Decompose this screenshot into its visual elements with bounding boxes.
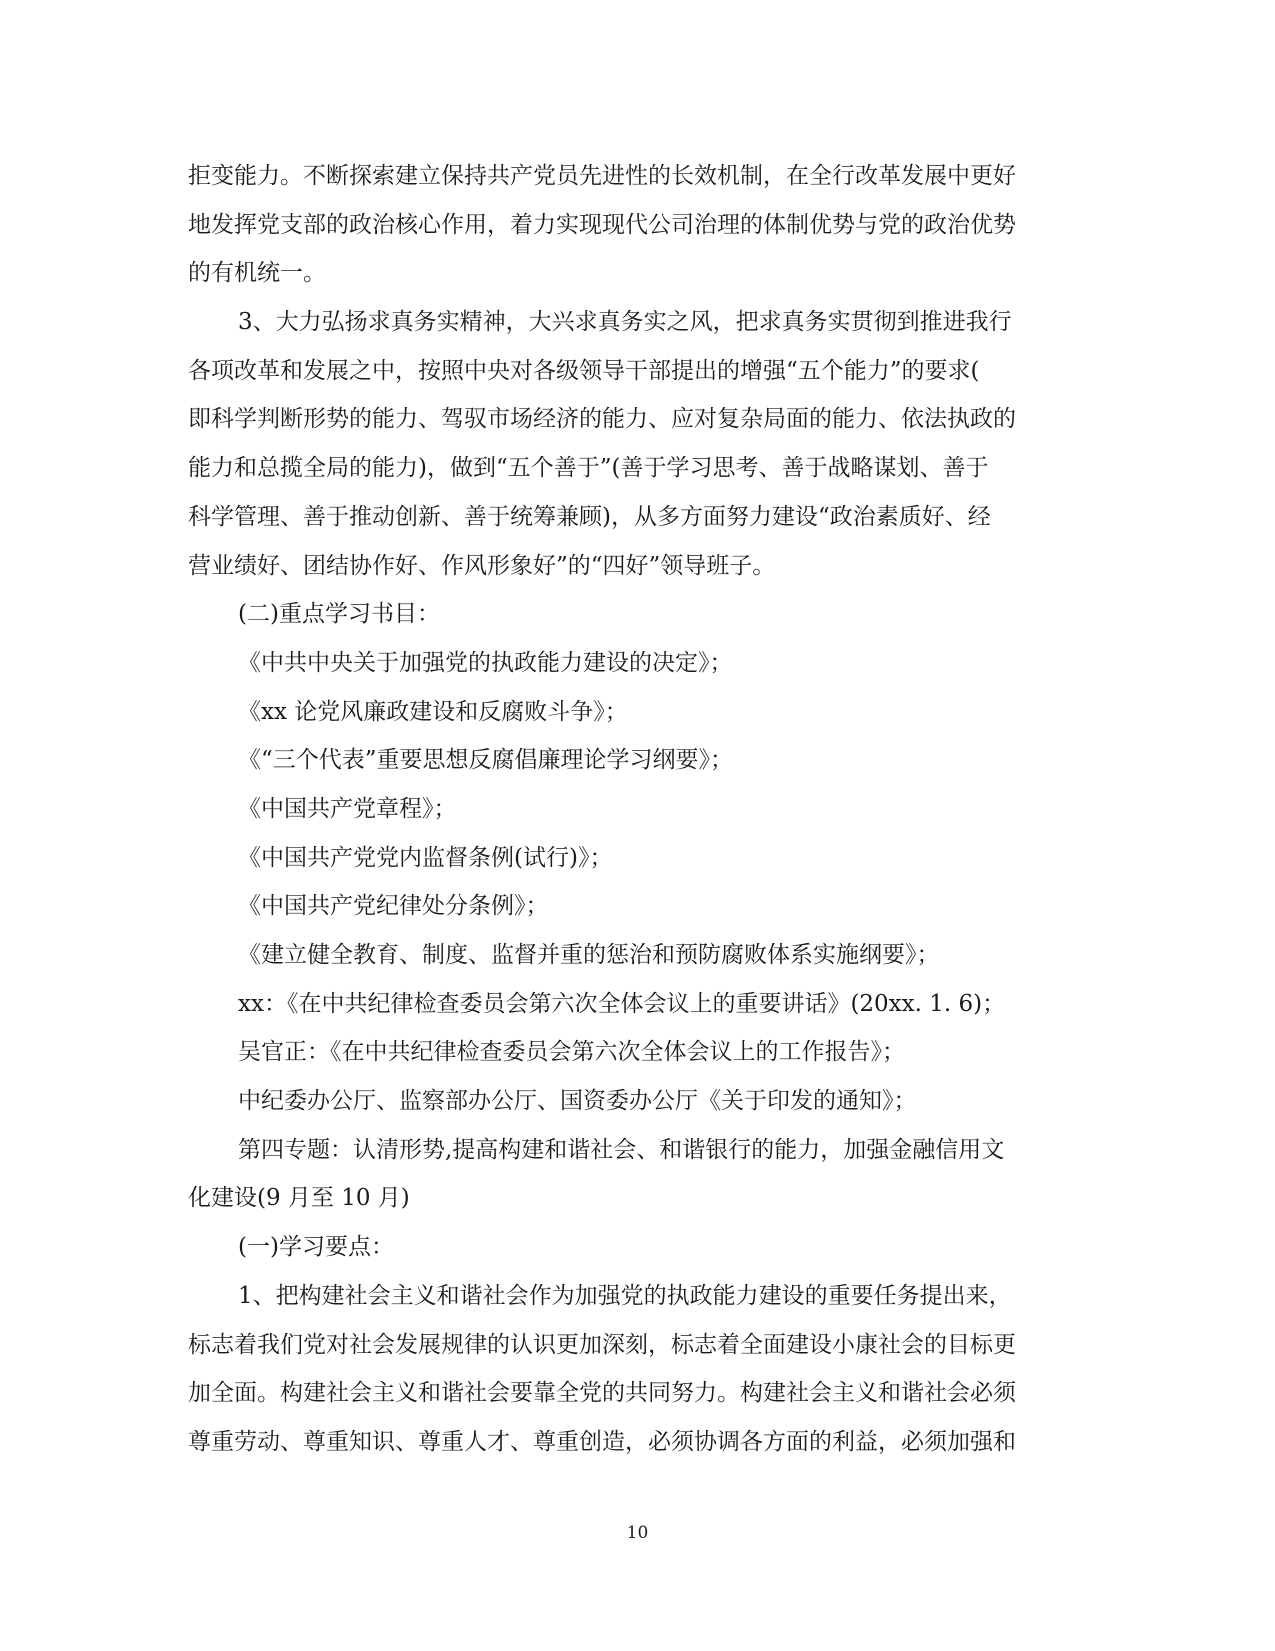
text-line: 《中共中央关于加强党的执政能力建设的决定》； (238, 649, 733, 676)
text-line: 各项改革和发展之中，按照中央对各级领导干部提出的增强“五个能力”的要求( (188, 357, 980, 384)
text-line: 的有机统一。 (188, 260, 326, 287)
text-line: xx：《在中共纪律检查委员会第六次全体会议上的重要讲话》(20xx. 1. 6)； (238, 990, 1006, 1017)
text-line: (一)学习要点： (238, 1234, 394, 1261)
text-line: 拒变能力。不断探索建立保持共产党员先进性的长效机制，在全行改革发展中更好 (188, 163, 1016, 189)
text-line: 《中国共产党党内监督条例(试行)》； (238, 844, 613, 871)
text-line: 营业绩好、团结协作好、作风形象好”的“四好”领导班子。 (188, 552, 776, 579)
text-line: 第四专题：认清形势,提高构建和谐社会、和谐银行的能力，加强金融信用文 (238, 1136, 1005, 1163)
text-line: 《中国共产党章程》； (238, 795, 457, 822)
text-line: 加全面。构建社会主义和谐社会要靠全党的共同努力。构建社会主义和谐社会必须 (188, 1380, 1016, 1407)
text-line: 能力和总揽全局的能力)，做到“五个善于”(善于学习思考、善于战略谋划、善于 (188, 455, 989, 482)
text-line: 《中国共产党纪律处分条例》； (238, 893, 549, 920)
text-line: 《“三个代表”重要思想反腐倡廉理论学习纲要》； (238, 747, 734, 774)
text-line: 地发挥党支部的政治核心作用，着力实现现代公司治理的体制优势与党的政治优势 (188, 211, 1016, 238)
text-line: 吴官正：《在中共纪律检查委员会第六次全体会议上的工作报告》； (238, 1039, 905, 1066)
text-line: (二)重点学习书目： (238, 601, 440, 628)
text-line: 标志着我们党对社会发展规律的认识更加深刻，标志着全面建设小康社会的目标更 (188, 1331, 1016, 1358)
text-line: 科学管理、善于推动创新、善于统筹兼顾)，从多方面努力建设“政治素质好、经 (188, 503, 991, 530)
text-line: 《xx 论党风廉政建设和反腐败斗争》； (238, 698, 628, 725)
text-line: 1、把构建社会主义和谐社会作为加强党的执政能力建设的重要任务提出来， (238, 1282, 1012, 1309)
page-number: 10 (626, 1523, 649, 1543)
text-line: 中纪委办公厅、监察部办公厅、国资委办公厅《关于印发的通知》； (238, 1088, 917, 1115)
document-body (188, 152, 1088, 1467)
text-line: 化建设(9 月至 10 月) (188, 1185, 410, 1212)
text-line: 即科学判断形势的能力、驾驭市场经济的能力、应对复杂局面的能力、依法执政的 (188, 406, 1016, 433)
text-line: 尊重劳动、尊重知识、尊重人才、尊重创造，必须协调各方面的利益，必须加强和 (188, 1428, 1016, 1455)
text-line: 《建立健全教育、制度、监督并重的惩治和预防腐败体系实施纲要》； (238, 942, 940, 968)
text-line: 3、大力弘扬求真务实精神，大兴求真务实之风，把求真务实贯彻到推进我行 (238, 309, 1012, 336)
